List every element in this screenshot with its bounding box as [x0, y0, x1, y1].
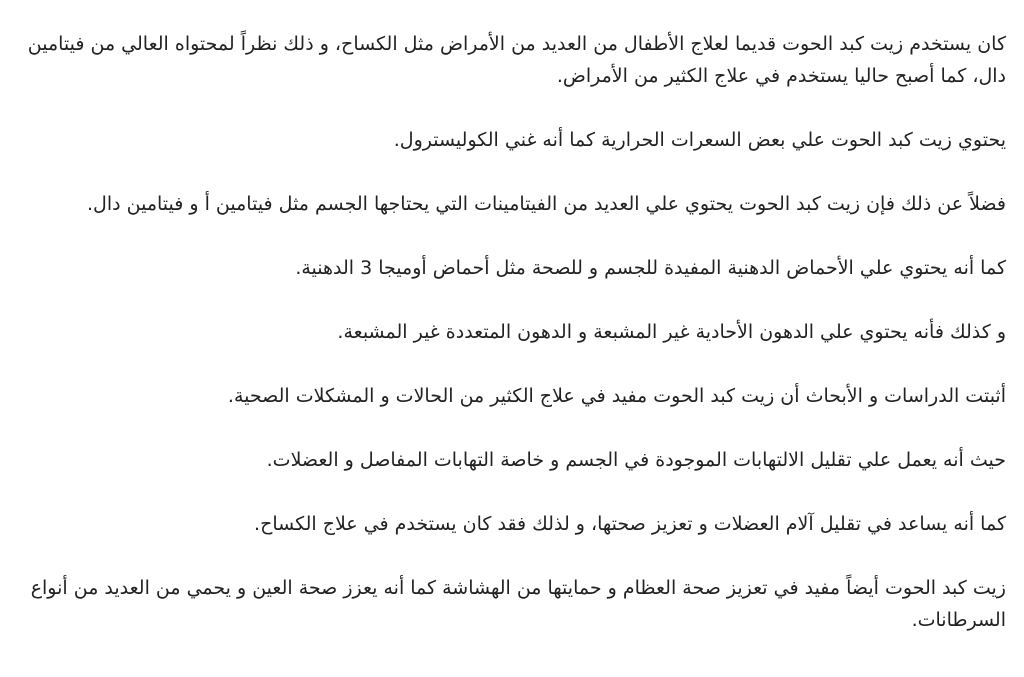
- paragraph: و كذلك فأنه يحتوي علي الدهون الأحادية غير المشبعة و الدهون المتعددة غير المشبعة.: [337, 321, 1006, 343]
- paragraph: حيث أنه يعمل علي تقليل الالتهابات الموجودة في الجسم و خاصة التهابات المفاصل و العضلات.: [266, 449, 1006, 471]
- paragraph: كان يستخدم زيت كبد الحوت قديما لعلاج الأطفال من العديد من الأمراض مثل الكساح، و ذلك نظراً لمحتواه العالي من فيتامين دال، كما أصبح حاليا يستخدم في علاج الكثير من الأمراض.: [27, 33, 1006, 87]
- paragraph: فضلاً عن ذلك فإن زيت كبد الحوت يحتوي علي العديد من الفيتامينات التي يحتاجها الجسم مثل فيتامين أ و فيتامين دال.: [87, 193, 1006, 215]
- paragraph: كما أنه يحتوي علي الأحماض الدهنية المفيدة للجسم و للصحة مثل أحماض أوميجا 3 الدهنية.: [295, 257, 1006, 279]
- paragraph: كما أنه يساعد في تقليل آلام العضلات و تعزيز صحتها، و لذلك فقد كان يستخدم في علاج الكساح.: [254, 513, 1006, 535]
- paragraph: أثبتت الدراسات و الأبحاث أن زيت كبد الحوت مفيد في علاج الكثير من الحالات و المشكلات الصحية.: [227, 385, 1006, 407]
- paragraph: يحتوي زيت كبد الحوت علي بعض السعرات الحرارية كما أنه غني الكوليسترول.: [393, 129, 1006, 151]
- paragraph: زيت كبد الحوت أيضاً مفيد في تعزيز صحة العظام و حمايتها من الهشاشة كما أنه يعزز صحة العين و يحمي من العديد من أنواع السرطانات.: [30, 577, 1006, 631]
